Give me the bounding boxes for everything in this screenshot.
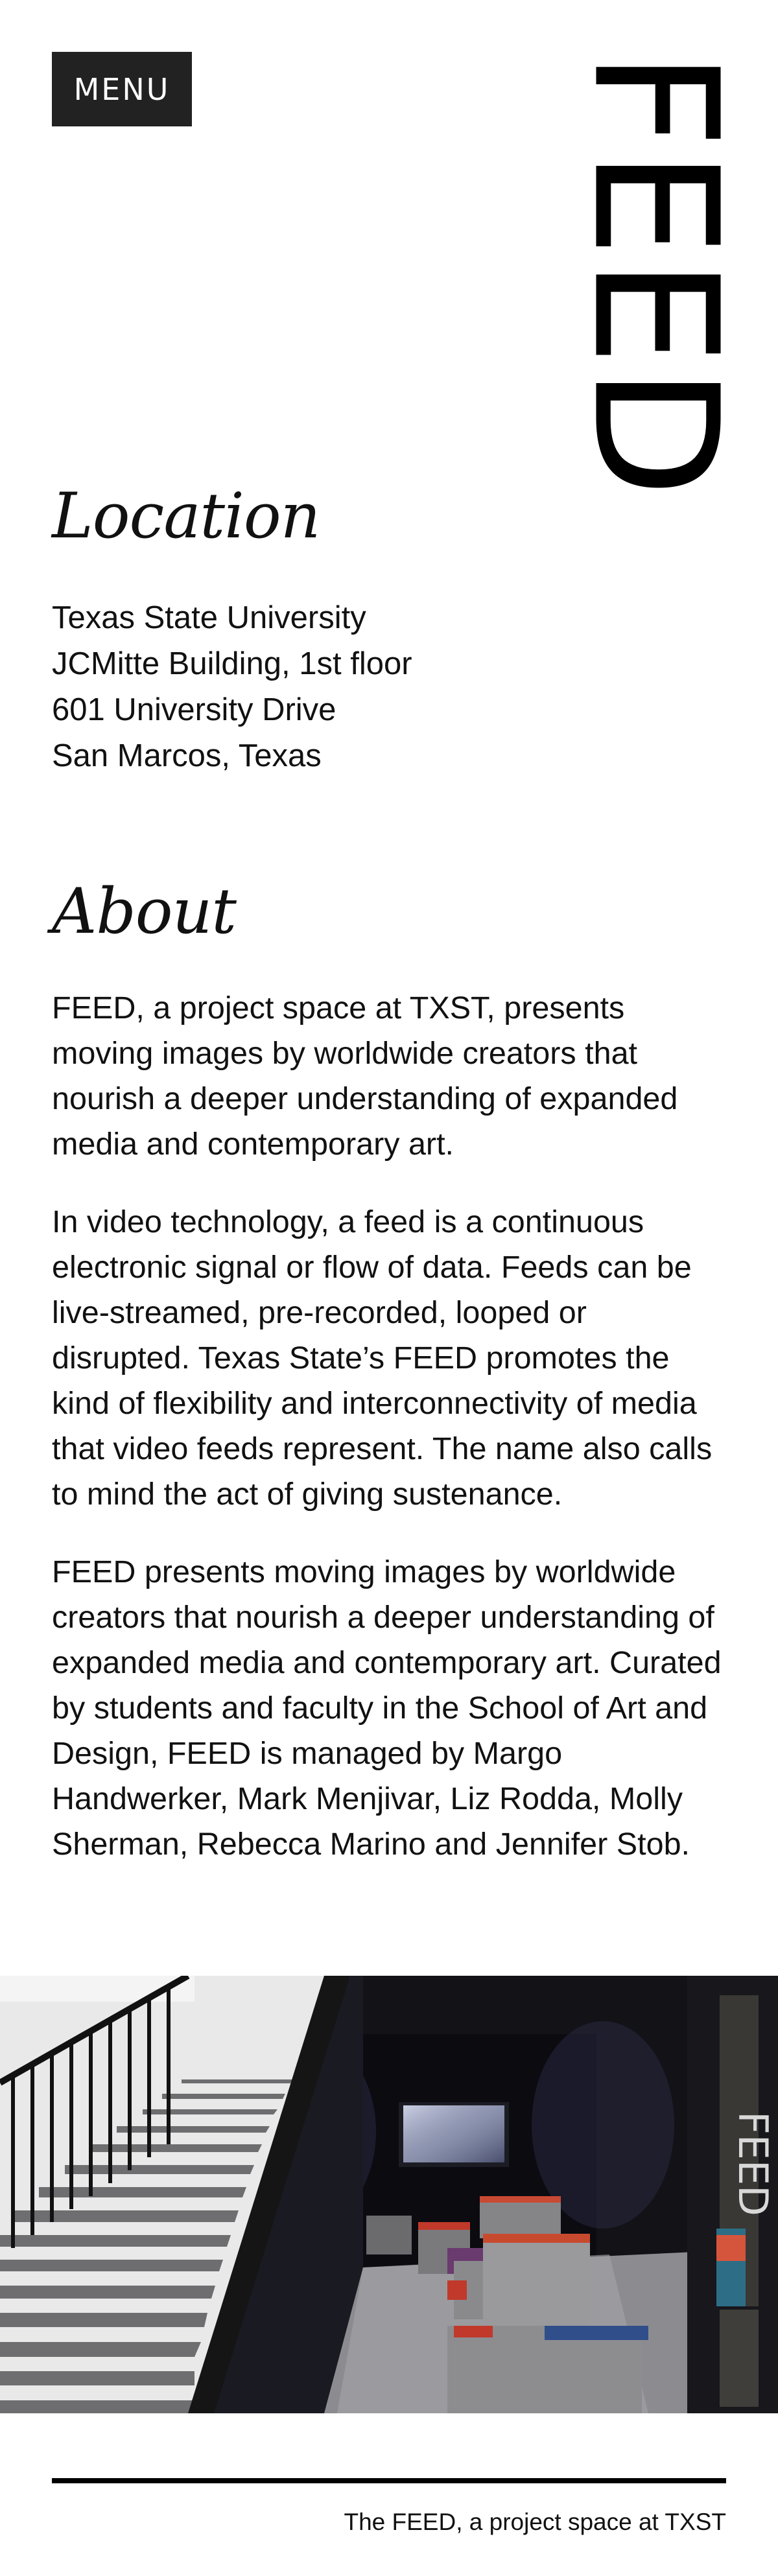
address-line: 601 University Drive bbox=[52, 692, 336, 727]
photo-sign-text: FEED bbox=[729, 2111, 777, 2216]
about-body bbox=[52, 985, 733, 1899]
about-paragraph: FEED, a project space at TXST, presents moving images by worldwide creators that nourish a deeper understanding of expanded media and contemporary art. bbox=[52, 990, 678, 1162]
feed-logo-text: FEED bbox=[556, 51, 754, 499]
photo-caption: The FEED, a project space at TXST bbox=[344, 2509, 726, 2535]
menu-button[interactable]: MENU bbox=[52, 52, 192, 126]
location-heading: Location bbox=[52, 480, 320, 552]
about-heading: About bbox=[52, 875, 236, 948]
about-paragraph: In video technology, a feed is a continuous electronic signal or flow of data. Feeds can be live-streamed, pre-recorded, looped or disrupted. Texas State’s FEED promotes the kind of flexibility and interconnectivity of media that video feeds represent. The name also calls to mind the act of giving sustenance. bbox=[52, 1204, 713, 1512]
address-block bbox=[52, 595, 726, 779]
address-line: Texas State University bbox=[52, 600, 366, 635]
about-paragraph: FEED presents moving images by worldwide creators that nourish a deeper understanding of expanded media and contemporary art. Curated by students and faculty in the School of Art and Design, FEED is managed by Margo Handwerker, Mark Menjivar, Liz Rodda, Molly Sherman, Rebecca Marino and Jennifer Stob. bbox=[52, 1554, 722, 1862]
address-line: JCMitte Building, 1st floor bbox=[52, 646, 412, 681]
address-line: San Marcos, Texas bbox=[52, 738, 322, 773]
project-space-photo bbox=[0, 1976, 778, 2413]
feed-logo[interactable] bbox=[556, 51, 754, 499]
footer-rule bbox=[52, 2478, 726, 2483]
